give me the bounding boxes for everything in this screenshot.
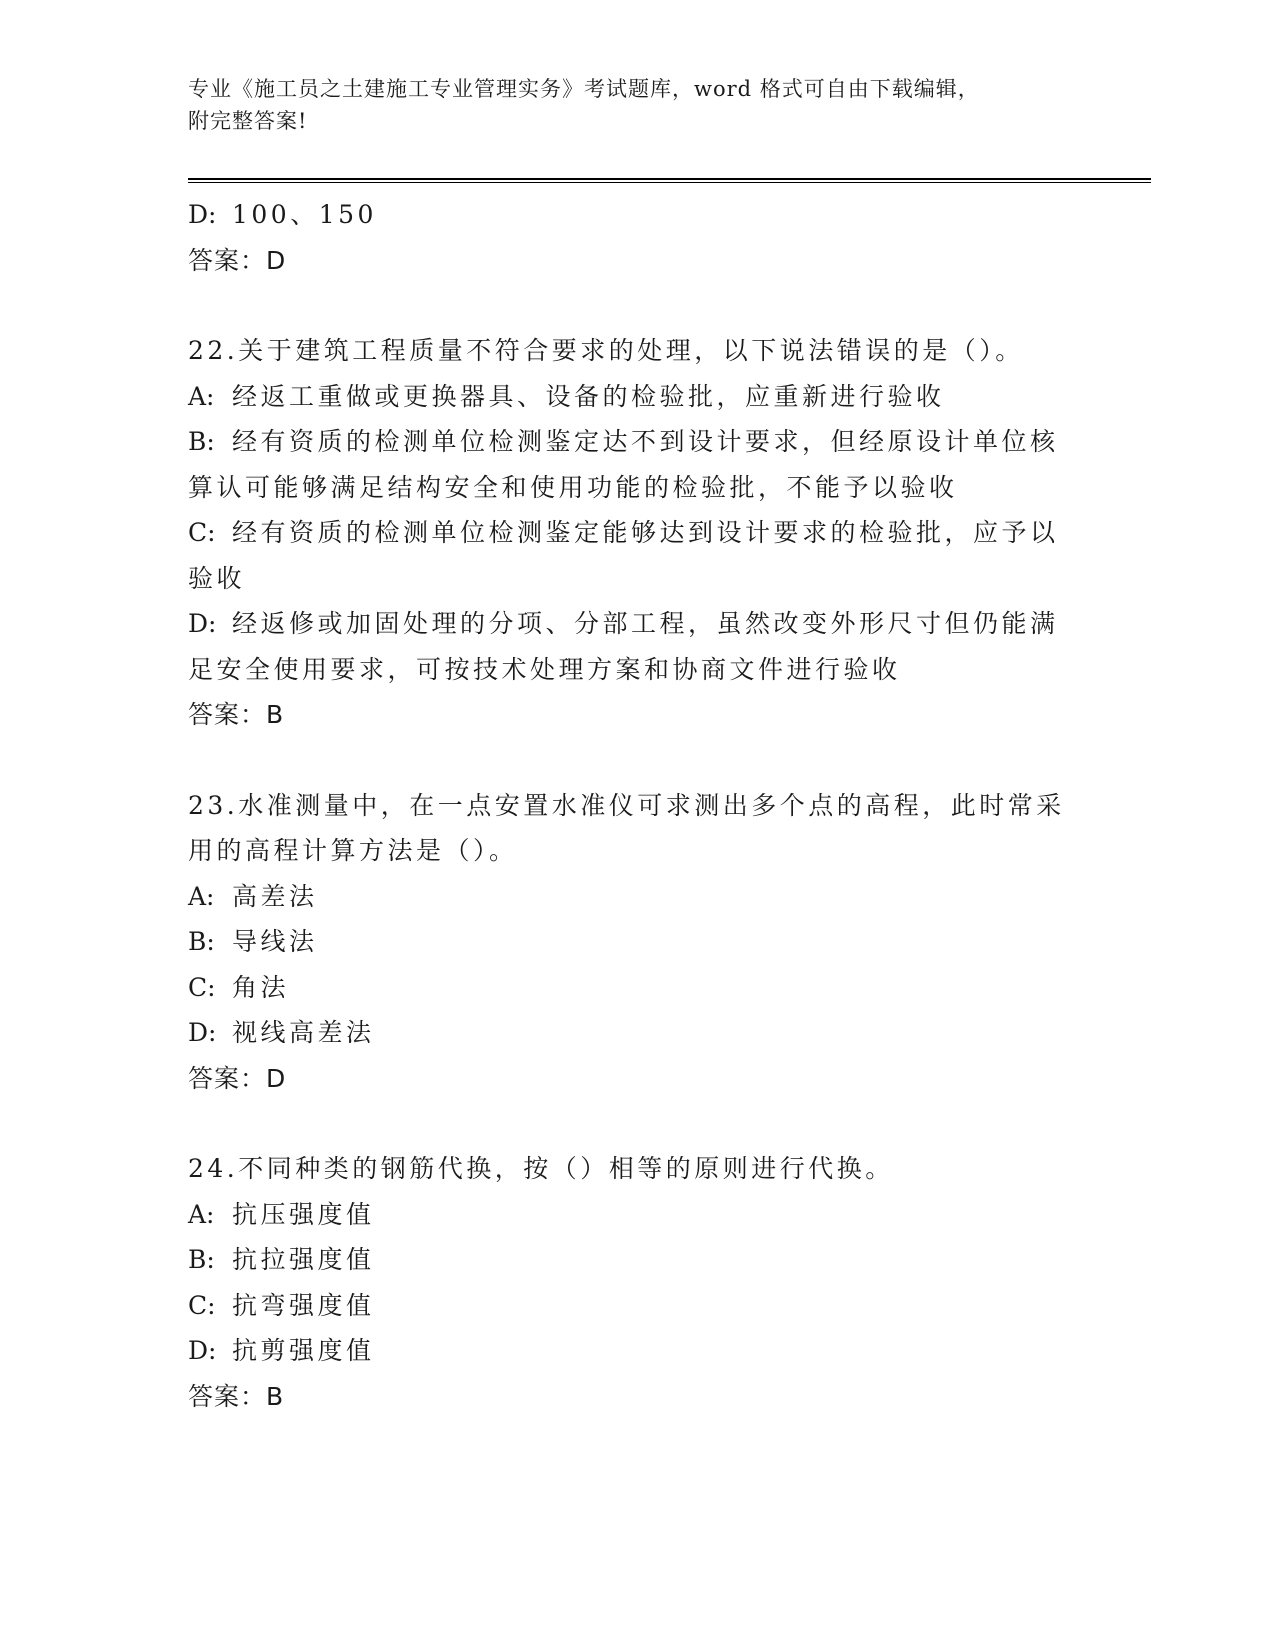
answer-line: 答案：D [188, 1063, 287, 1093]
option-text: 抗弯强度值 [232, 1290, 375, 1320]
option-label: A: [188, 881, 215, 911]
answer-line: 答案：B [188, 1381, 285, 1411]
option-text: 导线法 [232, 927, 318, 956]
option-label: C: [188, 518, 216, 547]
header-line-2: 附完整答案! [188, 109, 308, 133]
option-label: B: [188, 927, 215, 956]
option-text: 抗压强度值 [232, 1199, 375, 1229]
option-c [188, 510, 1068, 601]
option-c [188, 965, 1068, 1011]
question-stem: 23.水准测量中，在一点安置水准仪可求测出多个点的高程，此时常采用的高程计算方法是（）。 [188, 790, 1065, 865]
option-d [188, 1328, 1068, 1374]
question-stem: 22.关于建筑工程质量不符合要求的处理，以下说法错误的是（）。 [188, 336, 1024, 365]
option-a [188, 1192, 1068, 1238]
header-line-1: 专业《施工员之土建施工专业管理实务》考试题库，word 格式可自由下载编辑， [188, 77, 980, 101]
option-label: C: [188, 972, 216, 1002]
option-a [188, 374, 1068, 420]
option-d [188, 601, 1068, 692]
option-b [188, 1237, 1068, 1283]
question-stem: 24.不同种类的钢筋代换，按（）相等的原则进行代换。 [188, 1154, 894, 1183]
option-label: D: [188, 1018, 217, 1047]
option-text: 抗拉强度值 [232, 1245, 375, 1274]
option-label: B: [188, 427, 215, 456]
option-text: 高差法 [232, 881, 318, 911]
option-text: 角法 [232, 972, 290, 1002]
question-24 [188, 1146, 1068, 1419]
option-label: A: [188, 1199, 215, 1229]
option-text: 经有资质的检测单位检测鉴定能够达到设计要求的检验批，应予以验收 [188, 518, 1059, 593]
option-b [188, 919, 1068, 965]
question-23 [188, 783, 1068, 1102]
question-22 [188, 328, 1068, 738]
option-c [188, 1283, 1068, 1329]
option-a [188, 874, 1068, 920]
answer-line: 答案：D [188, 245, 287, 275]
option-text: 视线高差法 [232, 1018, 375, 1047]
option-text: 经有资质的检测单位检测鉴定达不到设计要求，但经原设计单位核算认可能够满足结构安全和使用功能的检验批，不能予以验收 [188, 427, 1059, 502]
option-d [188, 192, 1068, 238]
document-body [188, 192, 1068, 1419]
option-b [188, 419, 1068, 510]
option-label: A: [188, 381, 215, 411]
option-label: C: [188, 1290, 216, 1320]
option-label: D: [188, 1336, 217, 1365]
option-label: B: [188, 1245, 215, 1274]
option-label: D: [188, 200, 217, 229]
answer-line: 答案：B [188, 700, 285, 729]
option-d [188, 1010, 1068, 1056]
option-label: D: [188, 609, 217, 638]
previous-question-tail [188, 192, 1068, 283]
document-header [188, 73, 1088, 137]
header-divider [188, 178, 1151, 183]
option-text: 经返修或加固处理的分项、分部工程，虽然改变外形尺寸但仍能满足安全使用要求，可按技术处理方案和协商文件进行验收 [188, 609, 1059, 684]
option-text: 抗剪强度值 [232, 1336, 375, 1365]
option-text: 100、150 [232, 200, 377, 229]
option-text: 经返工重做或更换器具、设备的检验批，应重新进行验收 [232, 381, 945, 411]
